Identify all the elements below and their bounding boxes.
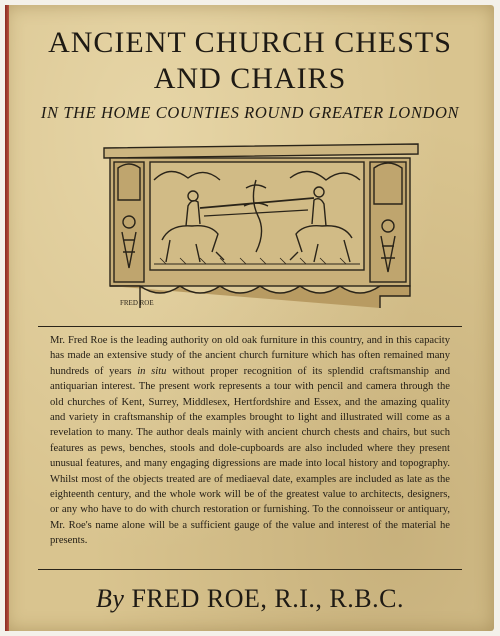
subtitle: IN THE HOME COUNTIES ROUND GREATER LONDON	[40, 103, 460, 122]
right-stile-panel	[370, 162, 406, 282]
byline-prefix: By	[96, 584, 125, 613]
blurb-text-part-2: without proper recognition of its splendid craftsmanship and antiquarian interest. The present work represents a tour with pencil and camera through the old churches of Kent, Surrey, Middlesex, Hertfordshire and Essex, and the amazing quality and variety in craftsmanship of the examples brought to light and illustrated will come as a revelation to many. The author deals mainly with ancient church chests and chairs, but such features as pews, benches, stools and dole-cupboards are also included where they present unusual features, and many engaging digressions are made into local history and topography. Whilst most of the objects treated are of mediaeval date, examples are included as late as the eighteenth century, and the whole work will be of the greatest value to architects, designers, or any who have to do with church restoration or furnishing. To the connoisseur or antiquary, Mr. Roe's name alone will be a sufficient gauge of the value and interest of the material he presents.	[50, 365, 451, 547]
blurb-text-part-1: Mr. Fred Roe is the leading authority on old oak furniture in this country, and in this capacity has made an extensive study of the ancient church furniture which has often remained many hundreds of years	[50, 335, 450, 377]
title-line-2: AND CHAIRS	[153, 62, 347, 95]
blurb-emphasis: in situ	[137, 365, 167, 377]
carved-chest-illustration	[100, 140, 422, 316]
spine-edge	[5, 5, 9, 631]
top-divider-rule	[38, 326, 462, 327]
central-carved-panel	[150, 162, 364, 270]
chest-base-apron	[110, 286, 410, 308]
byline-author: FRED ROE, R.I., R.B.C.	[131, 584, 404, 613]
chest-lid	[104, 144, 418, 158]
blurb-paragraph	[50, 333, 450, 549]
bottom-divider-rule	[38, 569, 462, 570]
illustration-signature: FRED ROE	[120, 299, 154, 307]
title-line-1: ANCIENT CHURCH CHESTS	[48, 26, 452, 59]
author-byline	[0, 584, 500, 614]
